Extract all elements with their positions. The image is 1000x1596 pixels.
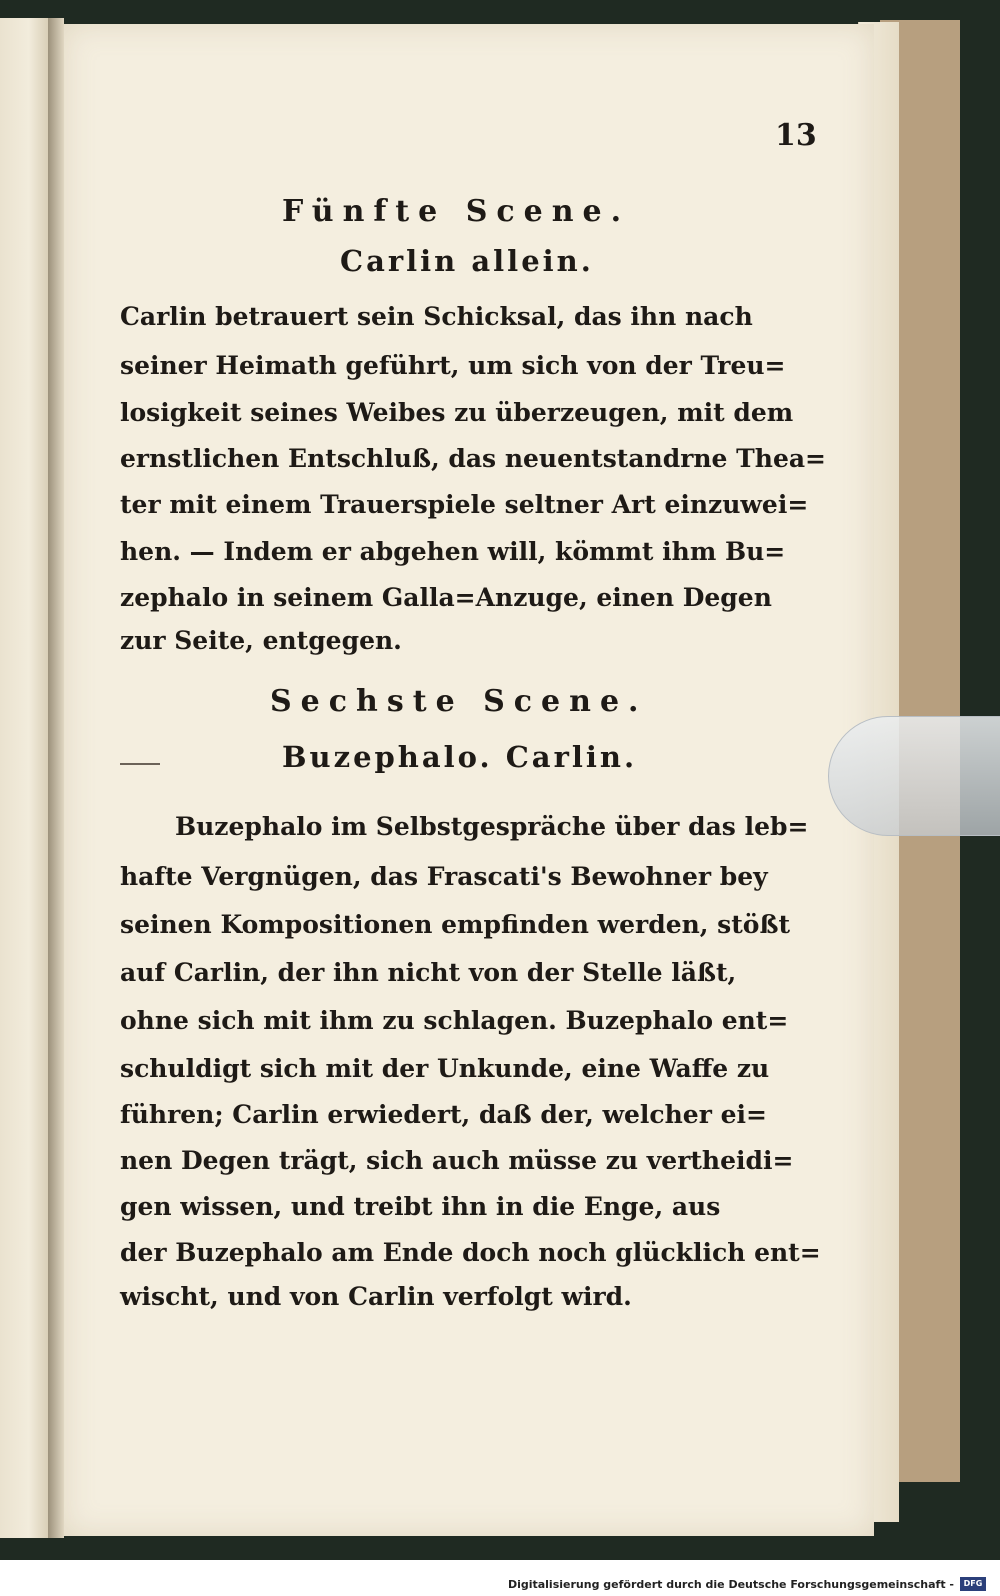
page-number: 13 [775, 118, 817, 153]
funding-credit: Digitalisierung gefördert durch die Deutsche Forschungsgemeinschaft - [507, 1578, 954, 1591]
left-page-edge [0, 18, 50, 1538]
paragraph-1-line: ter mit einem Trauerspiele seltner Art einzuwei= [120, 490, 809, 519]
scene-heading-6: Sechste Scene. [270, 684, 648, 719]
margin-mark [120, 763, 160, 765]
paragraph-1-line: Carlin betrauert sein Schicksal, das ihn nach [120, 302, 753, 331]
paragraph-2-line: ohne sich mit ihm zu schlagen. Buzephalo ent= [120, 1006, 789, 1035]
paragraph-2-line: nen Degen trägt, sich auch müsse zu vertheidi= [120, 1146, 794, 1175]
paragraph-2-line: Buzephalo im Selbstgespräche über das leb= [175, 812, 809, 841]
paragraph-2-line: auf Carlin, der ihn nicht von der Stelle läßt, [120, 958, 737, 987]
paragraph-1-line: zur Seite, entgegen. [120, 626, 402, 655]
paragraph-2-line: führen; Carlin erwiedert, daß der, welcher ei= [120, 1100, 767, 1129]
paragraph-2-line: wischt, und von Carlin verfolgt wird. [120, 1282, 632, 1311]
paragraph-2-line: gen wissen, und treibt ihn in die Enge, aus [120, 1192, 721, 1221]
scene-subheading-5: Carlin allein. [340, 244, 594, 278]
paragraph-1-line: zephalo in seinem Galla=Anzuge, einen Degen [120, 583, 772, 612]
paragraph-2-line: seinen Kompositionen empfinden werden, stößt [120, 910, 791, 939]
paragraph-1-line: losigkeit seines Weibes zu überzeugen, mit dem [120, 398, 794, 427]
paragraph-2-line: hafte Vergnügen, das Frascati's Bewohner bey [120, 862, 768, 891]
paragraph-1-line: ernstlichen Entschluß, das neuentstandrne Thea= [120, 444, 826, 473]
plastic-page-clip [828, 716, 1000, 836]
scene-subheading-6: Buzephalo. Carlin. [282, 740, 638, 774]
paragraph-2-line: der Buzephalo am Ende doch noch glücklich ent= [120, 1238, 821, 1267]
scene-heading-5: Fünfte Scene. [282, 194, 631, 229]
dfg-logo: DFG [960, 1577, 986, 1591]
book-gutter [48, 18, 64, 1538]
paragraph-1-line: hen. — Indem er abgehen will, kömmt ihm Bu= [120, 537, 786, 566]
paragraph-1-line: seiner Heimath geführt, um sich von der Treu= [120, 351, 786, 380]
paragraph-2-line: schuldigt sich mit der Unkunde, eine Waffe zu [120, 1054, 770, 1083]
